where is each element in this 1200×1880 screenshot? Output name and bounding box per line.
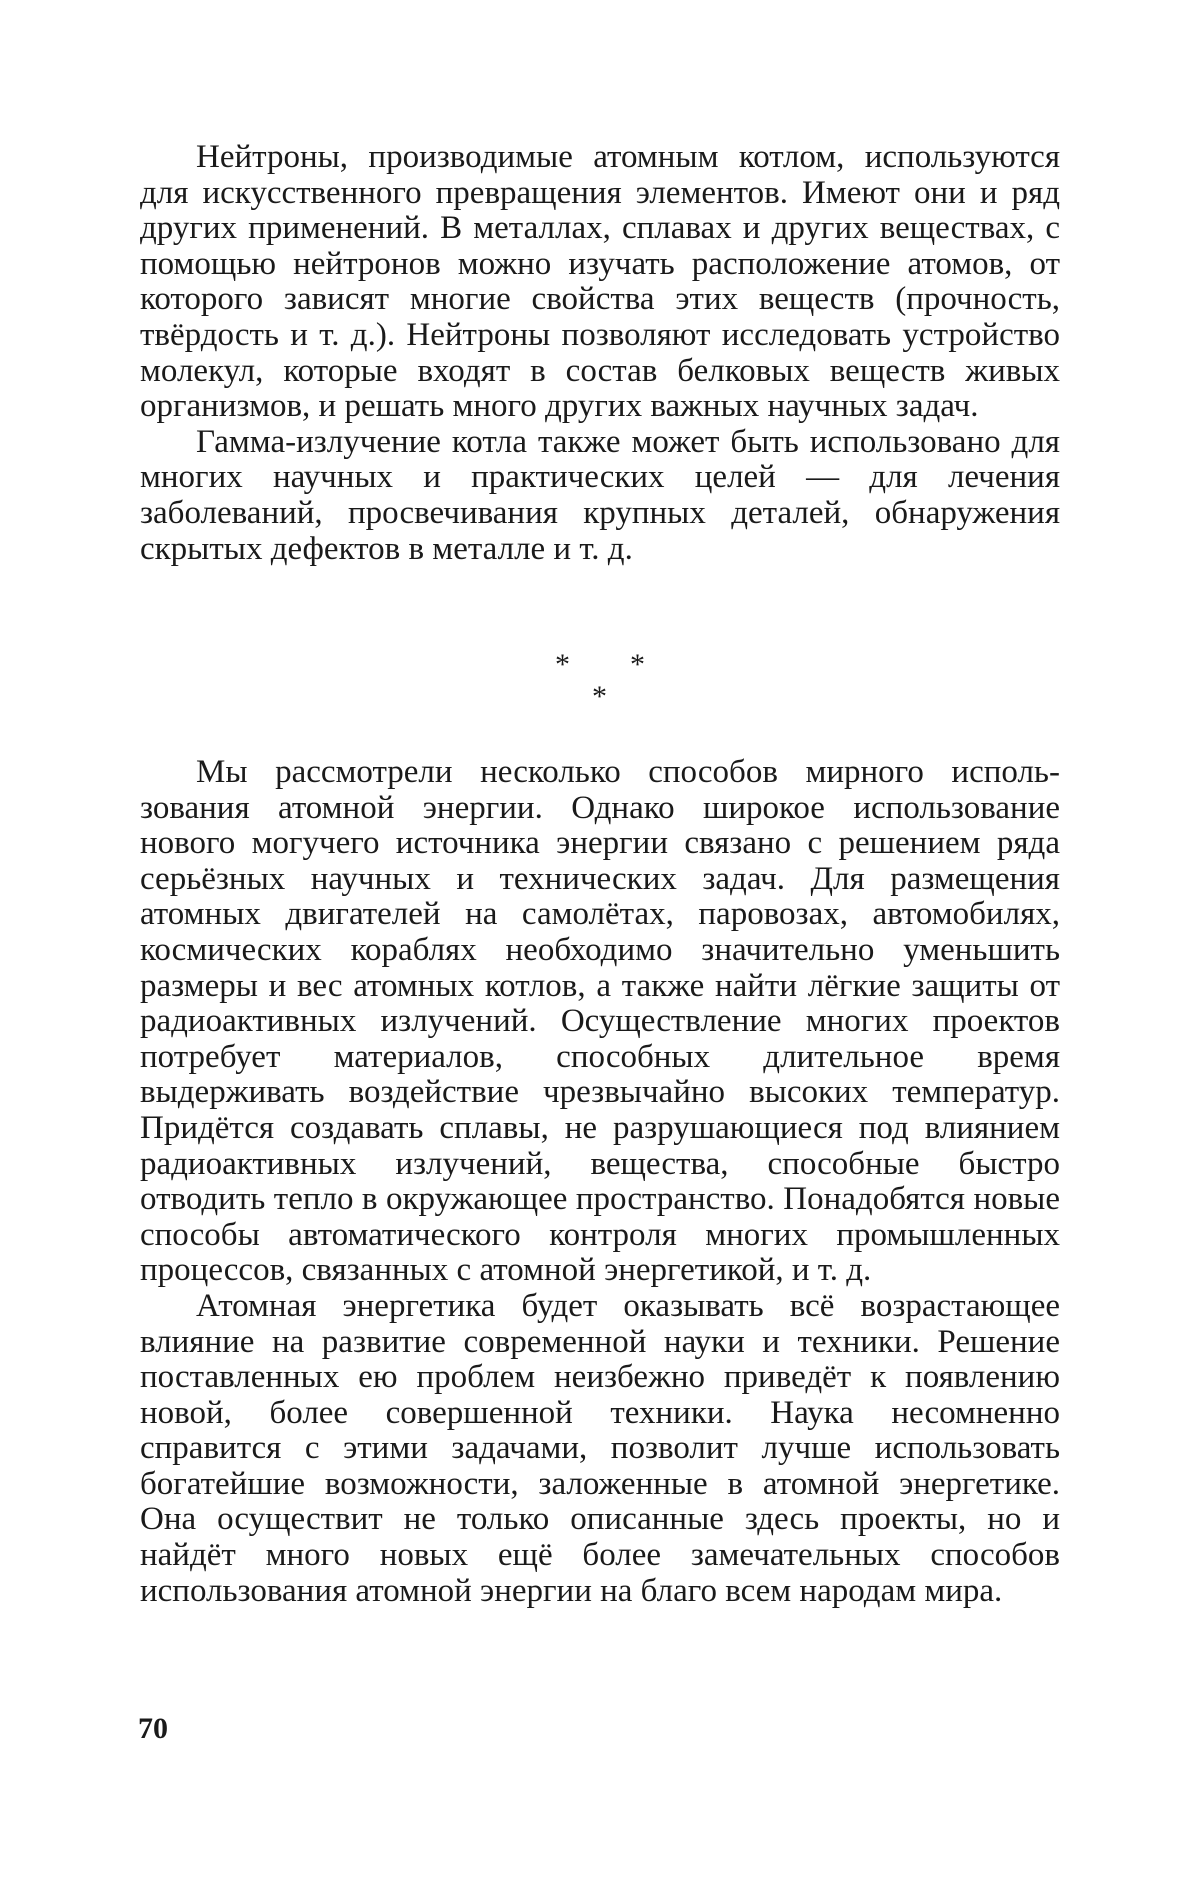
text-block-bottom (140, 755, 1060, 1609)
text-block-top (140, 140, 1060, 567)
page-number: 70 (138, 1712, 168, 1746)
paragraph-neutrons: Нейтроны, производимые атомным котлом, исполь­зуются для искусственного превращения элементов. Имеют они и ряд других применений. В металлах, спла­вах и других веществах, с помощью нейтронов можно изучать расположение атомов, от которого зависят многие свойства этих веществ (прочность, твёрдость и т. д.). Нейтроны позволяют исследовать устройство молекул, ко­торые входят в состав белковых веществ живых организ­мов, и решать много других важных научных задач. (140, 140, 1060, 425)
separator-asterisk: * (555, 648, 570, 682)
paragraph-atomic-energy-future: Атомная энергетика будет оказывать всё возрастаю­щее влияние на развитие современной науки и техники. Решение поставленных ею проблем неизбежно приведёт к появлению новой, более совершенной техники. Наука несомненно справится с этими задачами, позволит лучше использовать богатейшие возможности, заложенные в атомной энергетике. Она осуществит не только описанные здесь проекты, но и найдёт много новых ещё более за­мечательных способов использования атомной энергии на благо всем народам мира. (140, 1289, 1060, 1609)
paragraph-gamma-radiation: Гамма-излучение котла также может быть использо­вано для многих научных и практических целей — для лечения заболеваний, просвечивания крупных деталей, обнаружения скрытых дефектов в металле и т. д. (140, 425, 1060, 567)
separator-asterisk: * (630, 648, 645, 682)
paragraph-peaceful-uses: Мы рассмотрели несколько способов мирного исполь­зования атомной энергии. Однако широкое использование нового могучего источника энергии связано с решением ряда серьёзных научных и технических задач. Для раз­мещения атомных двигателей на самолётах, паровозах, автомобилях, космических кораблях необходимо значи­тельно уменьшить размеры и вес атомных котлов, а также найти лёгкие защиты от радиоактивных излучений. Осуществление многих проектов потребует материалов, способных длительное время выдерживать воздействие чрезвычайно высоких температур. Придётся создавать сплавы, не разрушающиеся под влиянием радиоактивных излучений, вещества, способные быстро отводить тепло в окружающее пространство. Понадобятся новые способы автоматического контроля многих промышленных процес­сов, связанных с атомной энергетикой, и т. д. (140, 755, 1060, 1289)
book-page (0, 0, 1200, 1880)
section-separator (0, 648, 1200, 718)
separator-asterisk: * (592, 680, 607, 714)
